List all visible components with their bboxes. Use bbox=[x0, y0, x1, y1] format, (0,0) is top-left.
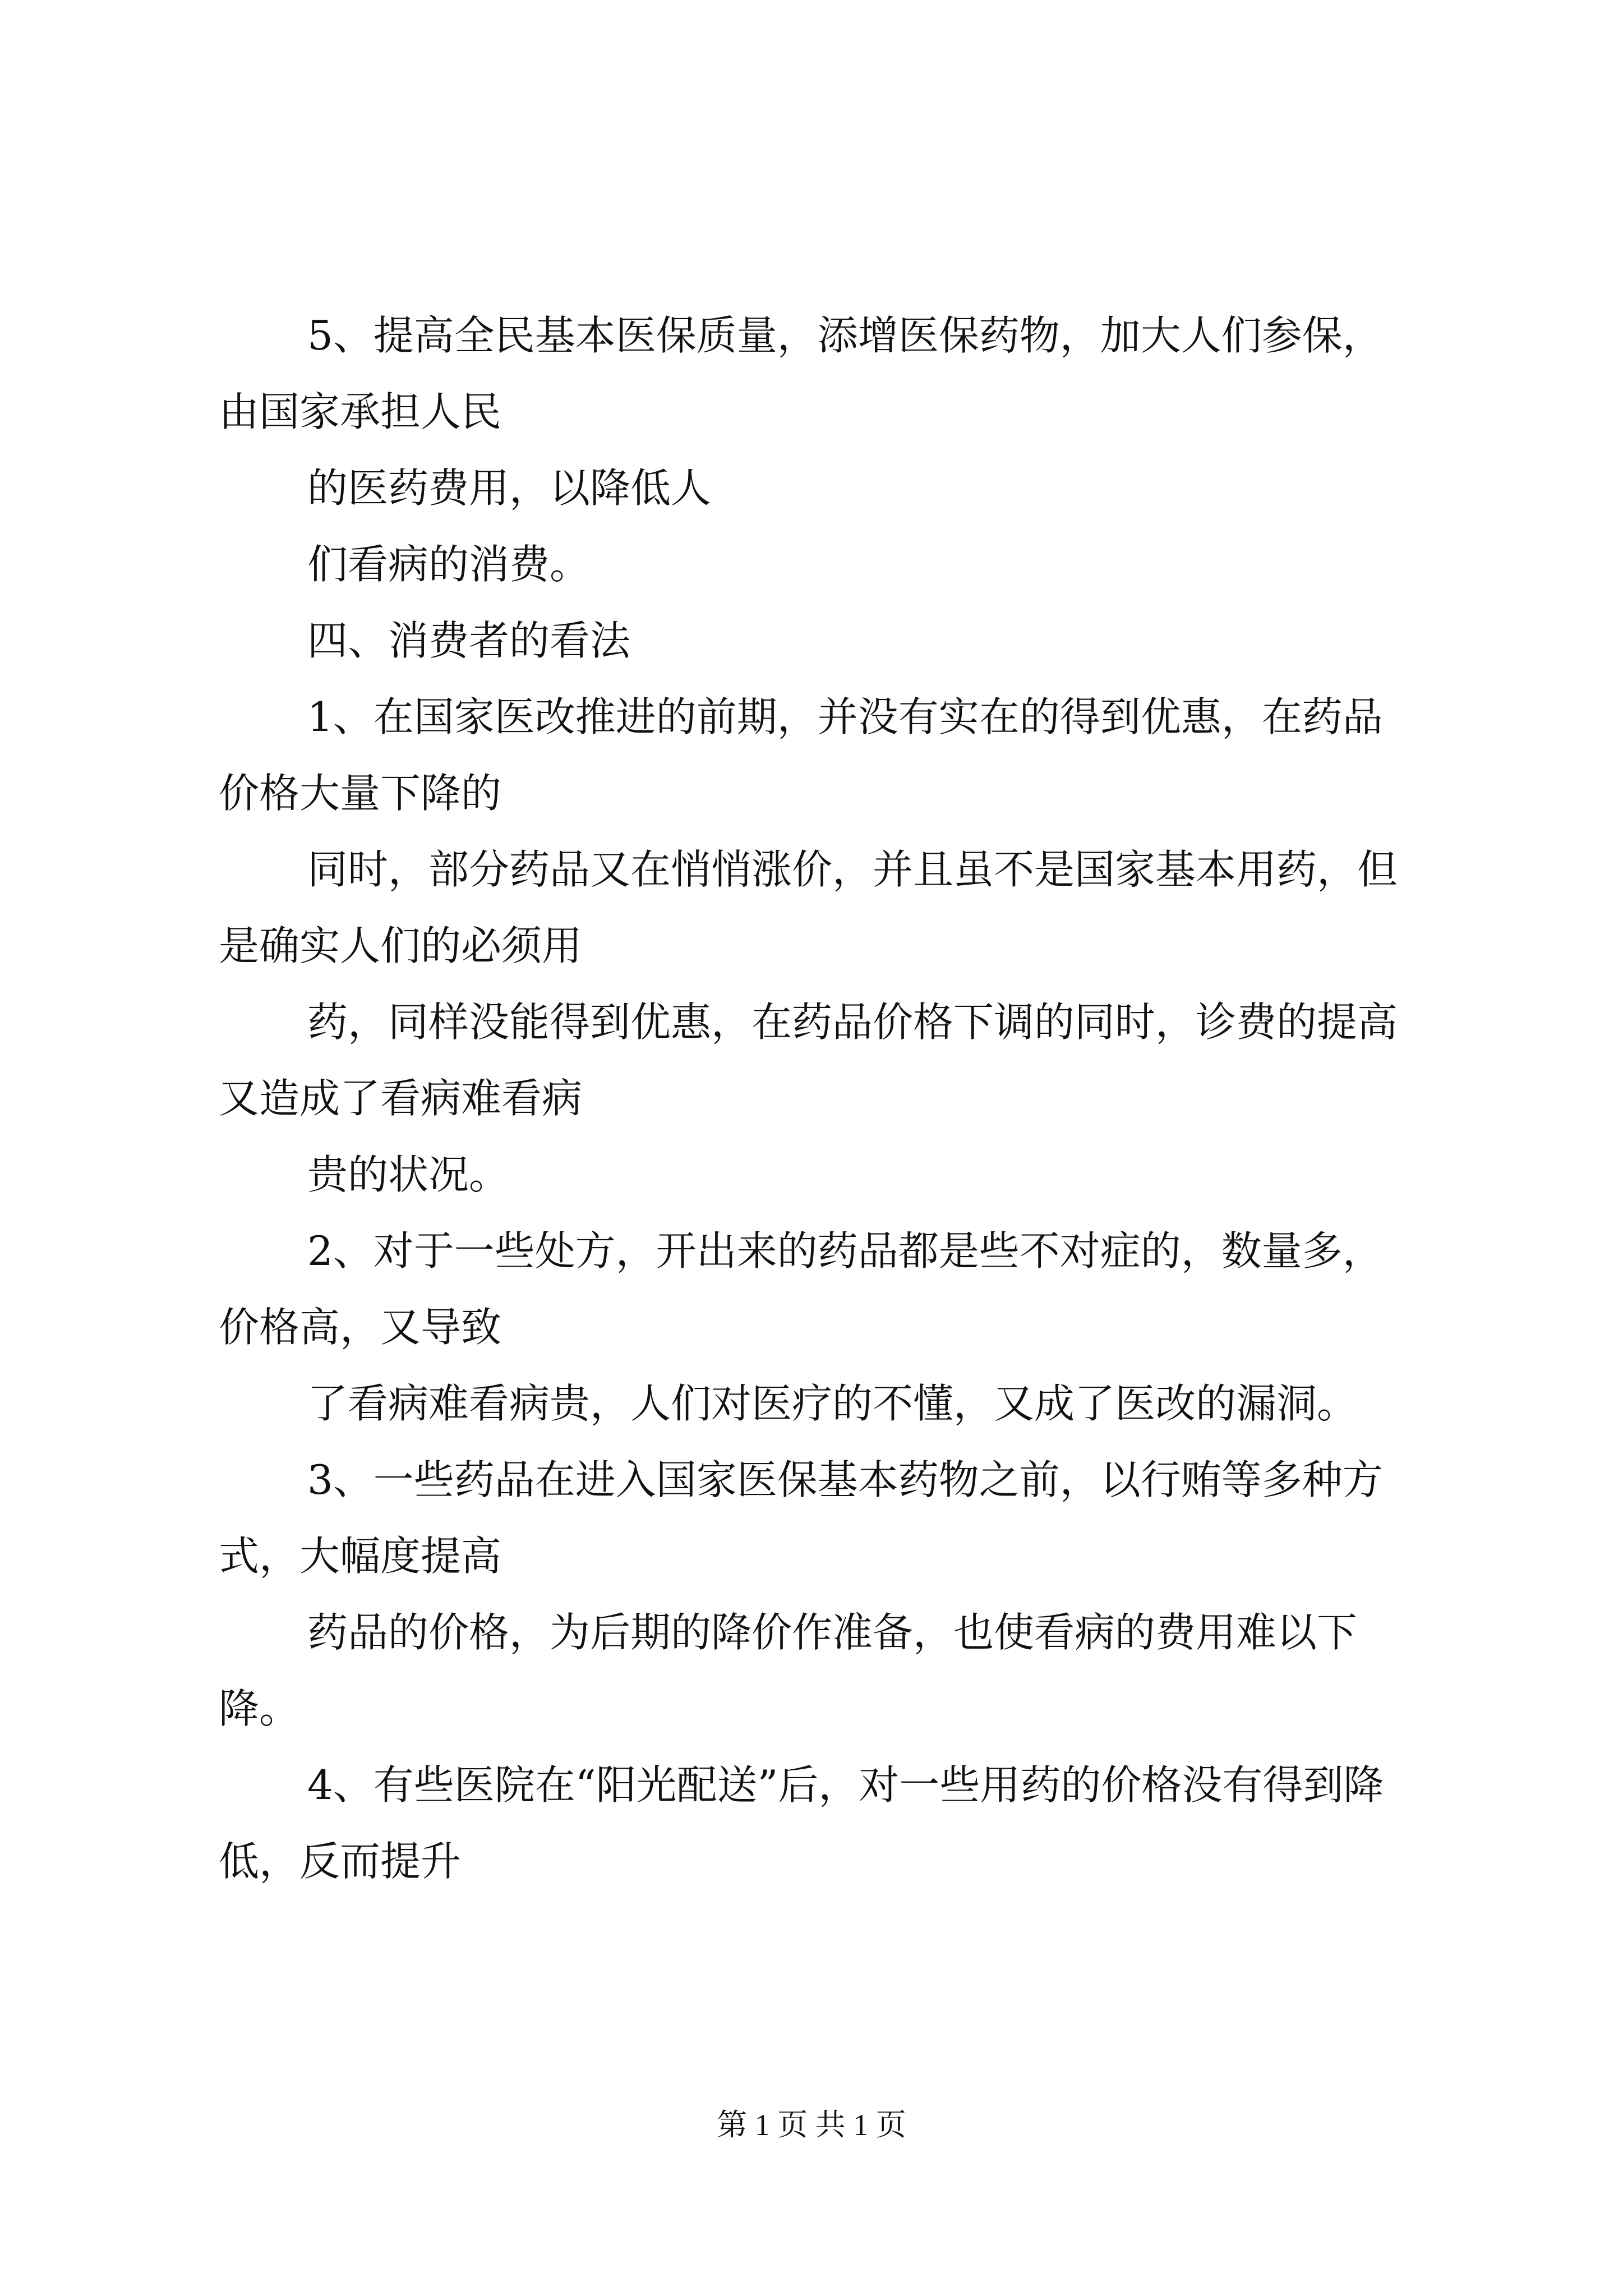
paragraph: 2、对于一些处方，开出来的药品都是些不对症的，数量多，价格高，又导致 bbox=[219, 1227, 1383, 1351]
paragraph: 4、有些医院在“阳光配送”后，对一些用药的价格没有得到降低，反而提升 bbox=[219, 1761, 1384, 1885]
paragraph: 们看病的消费。 bbox=[307, 541, 591, 588]
document-body bbox=[219, 297, 1419, 1899]
paragraph: 5、提高全民基本医保质量，添增医保药物，加大人们参保，由国家承担人民 bbox=[219, 312, 1383, 435]
page-footer: 第 1 页 共 1 页 bbox=[717, 2108, 906, 2142]
paragraph: 药，同样没能得到优惠，在药品价格下调的同时，诊费的提高又造成了看病难看病 bbox=[219, 999, 1398, 1122]
paragraph: 1、在国家医改推进的前期，并没有实在的得到优惠，在药品价格大量下降的 bbox=[219, 693, 1383, 817]
paragraph: 贵的状况。 bbox=[307, 1151, 510, 1198]
section-heading: 四、消费者的看法 bbox=[307, 617, 631, 664]
paragraph: 的医药费用，以降低人 bbox=[307, 464, 712, 512]
paragraph: 药品的价格，为后期的降价作准备，也使看病的费用难以下降。 bbox=[219, 1609, 1358, 1732]
paragraph: 同时，部分药品又在悄悄涨价，并且虽不是国家基本用药，但是确实人们的必须用 bbox=[219, 846, 1398, 969]
paragraph: 3、一些药品在进入国家医保基本药物之前，以行贿等多种方式，大幅度提高 bbox=[219, 1456, 1383, 1580]
paragraph: 了看病难看病贵，人们对医疗的不懂，又成了医改的漏洞。 bbox=[307, 1380, 1358, 1427]
